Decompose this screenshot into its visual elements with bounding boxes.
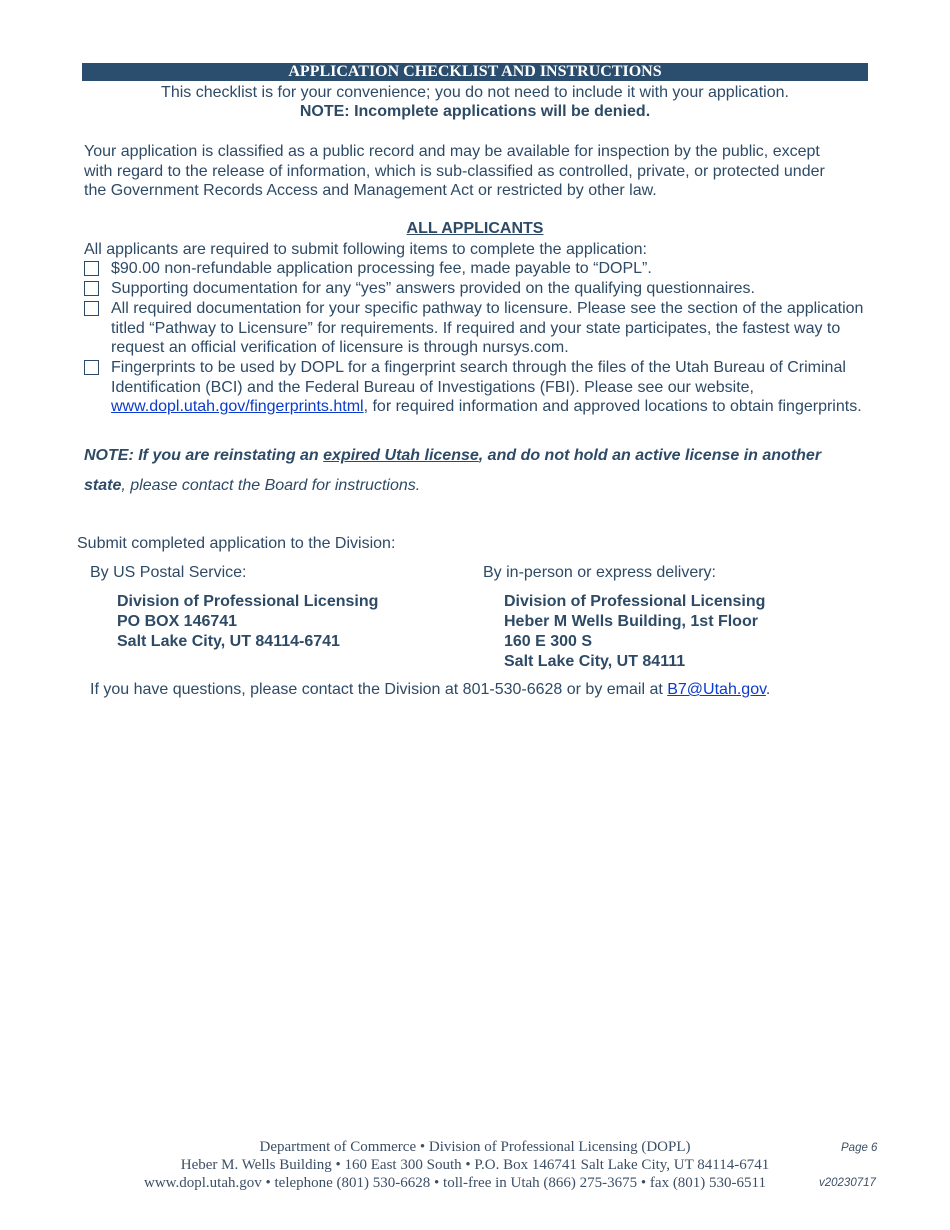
checklist-item-supporting-docs (84, 279, 874, 299)
postal-address-line: PO BOX 146741 (117, 613, 238, 630)
checklist-item-fee (84, 259, 874, 279)
questions-suffix: . (765, 681, 771, 698)
reinstate-note-underlined: expired Utah license (323, 447, 479, 464)
fingerprints-text-after: , for required information and approved locations to obtain fingerprints. (363, 398, 862, 415)
checkbox-fingerprints[interactable] (84, 360, 99, 375)
checklist-item-text (111, 358, 874, 417)
inperson-address-line: 160 E 300 S (504, 633, 593, 650)
reinstate-note (84, 441, 864, 501)
reinstate-note-suffix: , please contact the Board for instructions. (121, 477, 421, 494)
incomplete-note: NOTE: Incomplete applications will be denied. (299, 103, 651, 120)
checklist-item-text: $90.00 non-refundable application processing fee, made payable to “DOPL”. (111, 260, 652, 277)
questions-text: If you have questions, please contact the Division at 801-530-6628 or by email at (90, 681, 668, 698)
fingerprints-link[interactable]: www.dopl.utah.gov/fingerprints.html (111, 398, 364, 415)
footer-line-3: www.dopl.utah.gov • telephone (801) 530-6628 • toll-free in Utah (866) 275-3675 • fax (801) 530-6511 (143, 1175, 766, 1191)
all-applicants-lead: All applicants are required to submit following items to complete the application: (84, 241, 647, 258)
inperson-address-line: Division of Professional Licensing (504, 593, 766, 610)
inperson-label: By in-person or express delivery: (483, 564, 716, 581)
checkbox-pathway-docs[interactable] (84, 301, 99, 316)
checkbox-fee[interactable] (84, 261, 99, 276)
version-code: v20230717 (819, 1177, 876, 1189)
reinstate-note-middle: , and do not hold an active license in another state (84, 447, 822, 494)
checklist-item-text: Supporting documentation for any “yes” answers provided on the qualifying questionnaires. (111, 280, 755, 297)
public-record-paragraph: Your application is classified as a public record and may be available for inspection by the public, except with regard to the release of information, which is sub-classified as controlled, private, or protected under the Government Records Access and Management Act or restricted by other law. (84, 143, 825, 199)
inperson-address (504, 592, 765, 672)
checklist-banner: APPLICATION CHECKLIST AND INSTRUCTIONS (82, 63, 868, 81)
checklist-item-pathway-docs (84, 299, 874, 358)
page-number: Page 6 (841, 1142, 878, 1154)
checkbox-supporting-docs[interactable] (84, 281, 99, 296)
submit-heading: Submit completed application to the Division: (77, 535, 396, 552)
questions-line (90, 680, 770, 700)
inperson-address-line: Heber M Wells Building, 1st Floor (504, 613, 758, 630)
all-applicants-title: ALL APPLICANTS (406, 220, 544, 237)
checklist-item-text: All required documentation for your specific pathway to licensure. Please see the section of the application titled “Pathway to Licensure” for requirements. If required and your state participates, the fastest way to request an official verification of licensure is through nursys.com. (111, 300, 864, 356)
fingerprints-text-before: Fingerprints to be used by DOPL for a fingerprint search through the files of the Utah Bureau of Criminal Identification (BCI) and the Federal Bureau of Investigations (FBI). Please see our website, (111, 359, 846, 396)
postal-address-line: Salt Lake City, UT 84114-6741 (117, 633, 340, 650)
postal-label: By US Postal Service: (90, 564, 247, 581)
footer-line-1: Department of Commerce • Division of Professional Licensing (DOPL) (259, 1139, 691, 1155)
all-applicants-heading (82, 220, 868, 238)
postal-address-line: Division of Professional Licensing (117, 593, 379, 610)
email-link[interactable]: B7@Utah.gov (667, 681, 766, 698)
checklist-item-fingerprints (84, 358, 874, 417)
convenience-text: This checklist is for your convenience; you do not need to include it with your application. (161, 84, 789, 101)
footer-line-2: Heber M. Wells Building • 160 East 300 South • P.O. Box 146741 Salt Lake City, UT 84114-6741 (180, 1157, 770, 1173)
reinstate-note-prefix: NOTE: If you are reinstating an (84, 447, 324, 464)
postal-address (117, 592, 378, 652)
inperson-address-line: Salt Lake City, UT 84111 (504, 653, 686, 670)
